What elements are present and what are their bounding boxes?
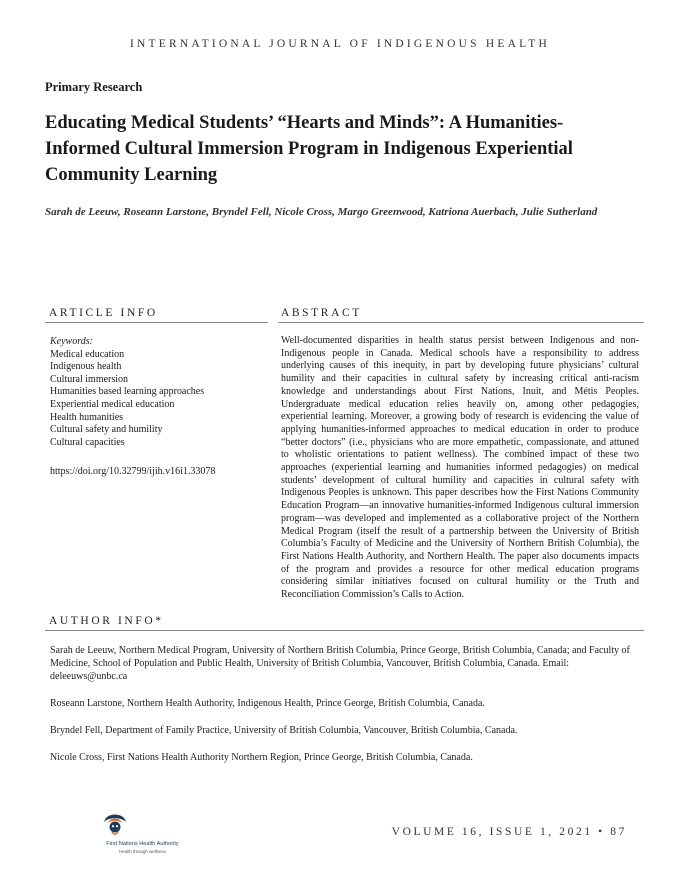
article-info-rule [45,322,268,323]
keyword-item: Medical education [50,348,125,360]
author-list: Sarah de Leeuw, Roseann Larstone, Bryndel Fell, Nicole Cross, Margo Greenwood, Katriona Auerbach, Julie Sutherland [45,206,598,218]
abstract-rule [278,322,644,323]
author-info-entry: Nicole Cross, First Nations Health Authority Northern Region, Prince George, British Columbia, Canada. [50,752,473,763]
author-info-rule [45,630,644,631]
abstract-text: Well-documented disparities in health status persist between Indigenous and non-Indigenous people in Canada. Medical schools have a responsibility to address underlying causes of this inequity, in part by developing future physicians’ cultural humility and their capacities in cultural safety by increasing critical anti-racism knowledge and understandings about First Nations, Inuit, and Métis Peoples. Undergraduate medical education relies heavily on, among other pedagogies, experiential learning. Moreover, a growing body of research is evidencing the value of applying humanities-informed approaches to medical education in order to produce “better doctors” (i.e., physicians who are more empathetic, compassionate, and attuned to wholistic orientations to patient wellness). The combined impact of these two approaches (experiential learning and humanities informed pedagogies) on medical students’ development of cultural humility and capacities in cultural safety with Indigenous Peoples is unknown. This paper describes how the First Nations Community Education Program—an innovative humanities-informed Indigenous cultural immersion program—was developed and implemented as a collaborative project of the Northern Medical Program (itself the result of a partnership between the University of British Columbia’s Faculty of Medicine and the University of Northern British Columbia), the First Nations Health Authority, and Northern Health. The paper also documents impacts of the program and provides a resource for other medical education programs considering similar initiatives focused on cultural humility or the Truth and Reconciliation Commission’s Calls to Action. [281,335,639,601]
journal-title: INTERNATIONAL JOURNAL OF INDIGENOUS HEALTH [130,38,550,50]
article-info-heading: ARTICLE INFO [49,307,158,319]
keyword-item: Experiential medical education [50,398,175,410]
fnha-logo [90,808,195,858]
author-info-entry: Bryndel Fell, Department of Family Practice, University of British Columbia, Vancouver, British Columbia, Canada. [50,725,518,736]
keywords-label: Keywords: [50,336,93,347]
keyword-item: Cultural capacities [50,436,125,448]
section-label: Primary Research [45,80,143,94]
author-info-heading: AUTHOR INFO* [49,615,164,627]
logo-name: First Nations Health Authority [106,841,179,847]
author-info-entry: Sarah de Leeuw, Northern Medical Program, University of Northern British Columbia, Prince George, British Columbia, Canada; and Faculty of Medicine, School of Population and Public Health, University of British Columbia, Vancouver, British Columbia, Canada. Email: deleeuws@unbc.ca [50,645,630,682]
volume-footer: VOLUME 16, ISSUE 1, 2021 • 87 [391,826,627,838]
keywords-list [50,349,255,450]
fnha-emblem-icon [100,808,130,838]
keyword-item: Cultural safety and humility [50,424,163,436]
author-info-entry: Roseann Larstone, Northern Health Authority, Indigenous Health, Prince George, British Columbia, Canada. [50,698,485,709]
article-title: Educating Medical Students’ “Hearts and Minds”: A Humanities-Informed Cultural Immersion Program in Indigenous Experiential Community Learning [45,113,573,185]
keyword-item: Cultural immersion [50,373,129,385]
logo-tagline: Health through wellness [119,849,166,854]
keyword-item: Health humanities [50,411,124,423]
keywords-block [50,336,255,449]
keyword-item: Indigenous health [50,361,122,373]
doi-link[interactable]: https://doi.org/10.32799/ijih.v16i1.33078 [50,466,216,477]
keyword-item: Humanities based learning approaches [50,386,205,398]
abstract-heading: ABSTRACT [281,307,362,319]
